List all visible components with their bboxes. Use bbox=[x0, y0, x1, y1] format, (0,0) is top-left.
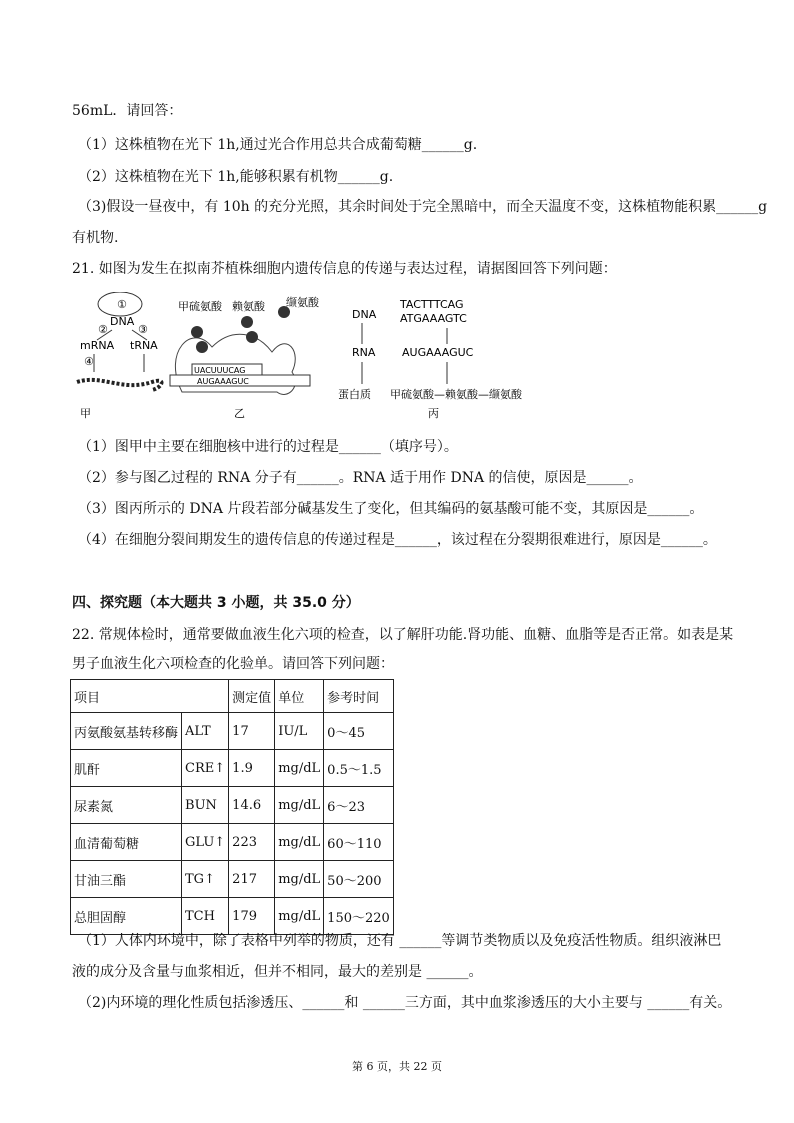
yi-met: 甲硫氨酸 bbox=[178, 300, 222, 313]
jia-circle3: ③ bbox=[138, 323, 148, 336]
bing-dna-label: DNA bbox=[352, 308, 377, 321]
yi-val: 缬氨酸 bbox=[286, 296, 319, 309]
jia-mrna: mRNA bbox=[80, 339, 115, 352]
row-unit: mg/dL bbox=[275, 824, 324, 861]
q20-sub2: （2）这株植物在光下 1h,能够积累有机物______g. bbox=[78, 169, 394, 185]
row-reference: 60～110 bbox=[324, 824, 394, 861]
row-value: 17 bbox=[229, 713, 275, 750]
row-unit: mg/dL bbox=[275, 861, 324, 898]
bing-bottom-strand: ATGAAAGTC bbox=[400, 312, 467, 325]
row-name: 甘油三酯 bbox=[71, 861, 182, 898]
row-value: 14.6 bbox=[229, 787, 275, 824]
row-value: 1.9 bbox=[229, 750, 275, 787]
figure-yi bbox=[170, 295, 320, 420]
q21-sub2: （2）参与图乙过程的 RNA 分子有______。RNA 适于用作 DNA 的信使，原因是______。 bbox=[78, 470, 643, 486]
row-code: GLU↑ bbox=[182, 824, 229, 861]
header-item: 项目 bbox=[71, 680, 229, 713]
header-value: 测定值 bbox=[229, 680, 275, 713]
q21-sub3: （3）图丙所示的 DNA 片段若部分碱基发生了变化，但其编码的氨基酸可能不变，其原因是______。 bbox=[78, 501, 704, 517]
yi-codons: UACUUUCAG bbox=[194, 366, 246, 375]
q21-figure bbox=[72, 292, 532, 420]
figure-jia bbox=[77, 292, 161, 420]
row-code: BUN bbox=[182, 787, 229, 824]
row-unit: IU/L bbox=[275, 713, 324, 750]
row-reference: 150～220 bbox=[324, 898, 394, 935]
row-reference: 0.5～1.5 bbox=[324, 750, 394, 787]
bing-protein-label: 蛋白质 bbox=[338, 388, 371, 401]
table-row bbox=[71, 861, 394, 898]
row-unit: mg/dL bbox=[275, 787, 324, 824]
jia-circle1: ① bbox=[117, 298, 127, 311]
row-name: 血清葡萄糖 bbox=[71, 824, 182, 861]
q20-tail: 56mL．请回答： bbox=[72, 103, 183, 119]
yi-label: 乙 bbox=[234, 407, 245, 420]
yi-mrna: AUGAAAGUC bbox=[197, 377, 249, 386]
row-name: 肌酐 bbox=[71, 750, 182, 787]
header-unit: 单位 bbox=[275, 680, 324, 713]
bing-peptide: 甲硫氨酸—赖氨酸—缬氨酸 bbox=[390, 388, 522, 401]
q20-sub1: （1）这株植物在光下 1h,通过光合作用总共合成葡萄糖______g. bbox=[78, 137, 478, 153]
jia-circle4: ④ bbox=[84, 355, 94, 368]
page-footer: 第 6 页，共 22 页 bbox=[352, 1060, 442, 1073]
bing-rna-label: RNA bbox=[352, 346, 376, 359]
q21-sub4: （4）在细胞分裂间期发生的遗传信息的传递过程是______，该过程在分裂期很难进行，原因是______。 bbox=[78, 532, 717, 548]
row-name: 尿素氮 bbox=[71, 787, 182, 824]
q20-sub3: （3)假设一昼夜中，有 10h 的充分光照，其余时间处于完全黑暗中，而全天温度不变，这株植物能积累______g bbox=[78, 199, 768, 215]
yi-lys: 赖氨酸 bbox=[232, 300, 265, 313]
row-code: TG↑ bbox=[182, 861, 229, 898]
table-row bbox=[71, 898, 394, 935]
q22-stem-line2: 男子血液生化六项检查的化验单。请回答下列问题： bbox=[72, 656, 394, 672]
q21-sub1: （1）图甲中主要在细胞核中进行的过程是______（填序号）。 bbox=[78, 439, 458, 455]
row-code: CRE↑ bbox=[182, 750, 229, 787]
jia-label: 甲 bbox=[80, 407, 91, 420]
header-reference: 参考时间 bbox=[324, 680, 394, 713]
bing-top-strand: TACTTTCAG bbox=[400, 298, 464, 311]
jia-trna: tRNA bbox=[130, 339, 158, 352]
q22-sub2: （2)内环境的理化性质包括渗透压、______和 ______三方面，其中血浆渗透压的大小主要与 ______有关。 bbox=[78, 995, 732, 1011]
row-unit: mg/dL bbox=[275, 898, 324, 935]
row-reference: 6～23 bbox=[324, 787, 394, 824]
table-row bbox=[71, 787, 394, 824]
row-value: 179 bbox=[229, 898, 275, 935]
row-name: 总胆固醇 bbox=[71, 898, 182, 935]
q22-stem-line1: 22. 常规体检时，通常要做血液生化六项的检查，以了解肝功能.肾功能、血糖、血脂等是否正常。如表是某 bbox=[72, 627, 734, 643]
bing-label: 丙 bbox=[428, 407, 439, 420]
row-code: ALT bbox=[182, 713, 229, 750]
row-reference: 0～45 bbox=[324, 713, 394, 750]
q21-stem: 21. 如图为发生在拟南芥植株细胞内遗传信息的传递与表达过程，请据图回答下列问题： bbox=[72, 261, 617, 277]
q22-sub1: （1）人体内环境中，除了表格中列举的物质，还有 ______等调节类物质以及免疫活性物质。组织液淋巴 bbox=[78, 933, 722, 949]
figure-bing bbox=[338, 298, 523, 420]
q22-sub1-cont: 液的成分及含量与血浆相近，但并不相同，最大的差别是 ______。 bbox=[72, 964, 483, 980]
q20-sub3-cont: 有机物. bbox=[72, 230, 119, 246]
row-unit: mg/dL bbox=[275, 750, 324, 787]
table-header-row bbox=[71, 680, 394, 713]
row-reference: 50～200 bbox=[324, 861, 394, 898]
table-row bbox=[71, 824, 394, 861]
row-name: 丙氨酸氨基转移酶 bbox=[71, 713, 182, 750]
table-row bbox=[71, 713, 394, 750]
bing-rna-seq: AUGAAAGUC bbox=[402, 346, 474, 359]
table-row bbox=[71, 750, 394, 787]
lab-report-table bbox=[70, 679, 394, 935]
row-value: 217 bbox=[229, 861, 275, 898]
row-value: 223 bbox=[229, 824, 275, 861]
section4-heading: 四、探究题（本大题共 3 小题，共 35.0 分） bbox=[72, 595, 360, 611]
jia-dna: DNA bbox=[110, 315, 135, 328]
row-code: TCH bbox=[182, 898, 229, 935]
jia-circle2: ② bbox=[98, 323, 108, 336]
